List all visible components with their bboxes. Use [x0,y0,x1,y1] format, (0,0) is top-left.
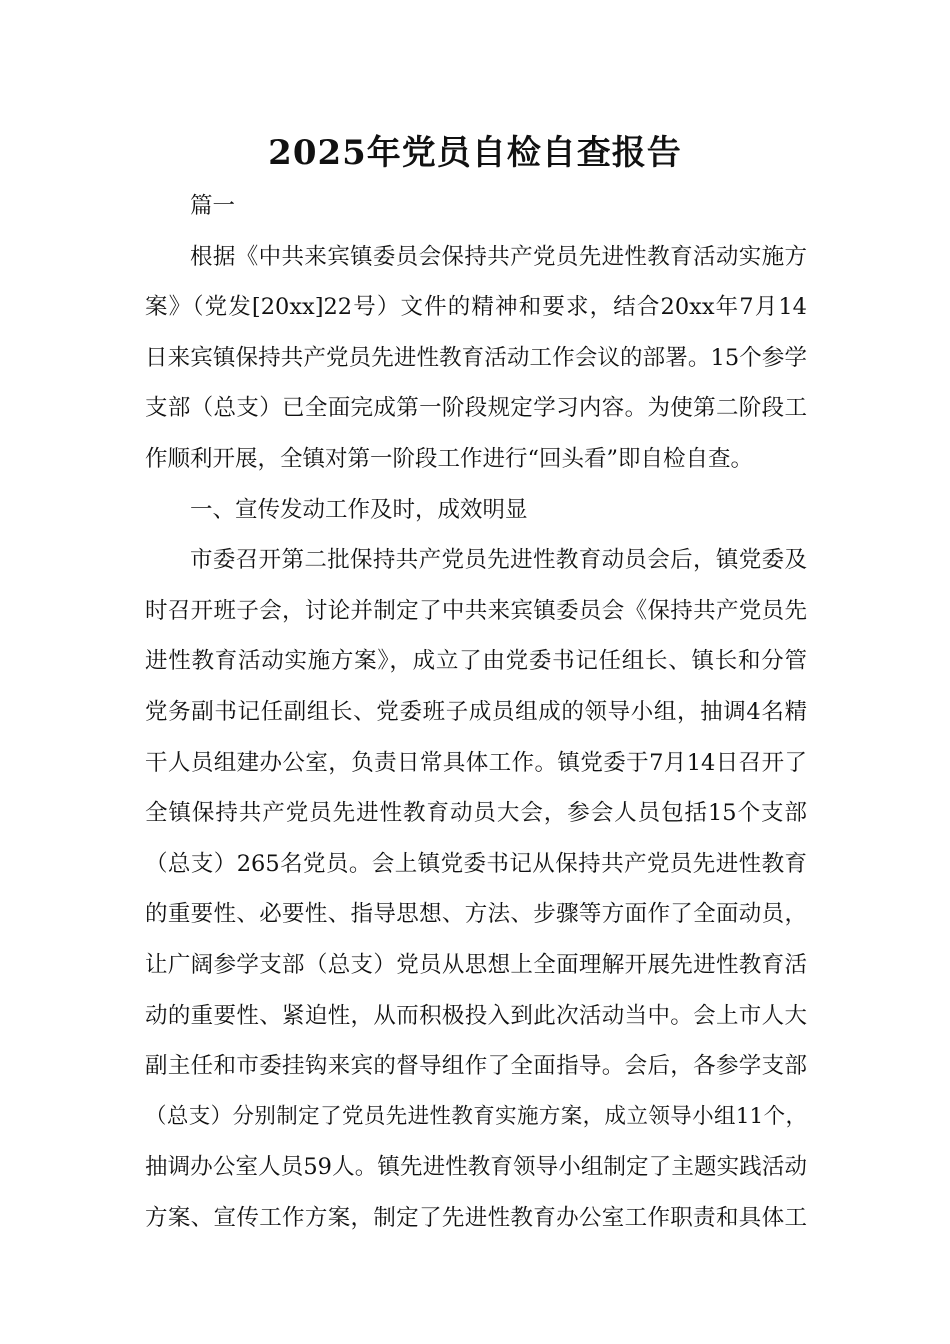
text-line: 党务副书记任副组长、党委班子成员组成的领导小组，抽调4名精 [145,698,807,725]
text-line: 日来宾镇保持共产党员先进性教育活动工作会议的部署。15个参学 [145,344,807,371]
text-line: 一、宣传发动工作及时，成效明显 [190,496,528,523]
text-line: 案》（党发[20xx]22号）文件的精神和要求，结合20xx年7月14 [145,294,807,321]
text-line: 动的重要性、紧迫性，从而积极投入到此次活动当中。会上市人大 [145,1002,807,1029]
text-line: 干人员组建办公室，负责日常具体工作。镇党委于7月14日召开了 [145,749,807,776]
text-line: 支部（总支）已全面完成第一阶段规定学习内容。为使第二阶段工 [145,395,807,422]
text-line: 让广阔参学支部（总支）党员从思想上全面理解开展先进性教育活 [145,951,807,978]
text-line: 时召开班子会，讨论并制定了中共来宾镇委员会《保持共产党员先 [145,597,807,624]
text-line: 进性教育活动实施方案》，成立了由党委书记任组长、镇长和分管 [145,648,807,675]
text-line: 抽调办公室人员59人。镇先进性教育领导小组制定了主题实践活动 [145,1154,807,1181]
text-line: 市委召开第二批保持共产党员先进性教育动员会后，镇党委及 [190,547,807,574]
text-line: （总支）分别制定了党员先进性教育实施方案，成立领导小组11个， [145,1103,807,1129]
text-line: 副主任和市委挂钩来宾的督导组作了全面指导。会后，各参学支部 [145,1053,807,1080]
text-line: （总支）265名党员。会上镇党委书记从保持共产党员先进性教育 [145,850,807,877]
text-line: 的重要性、必要性、指导思想、方法、步骤等方面作了全面动员， [145,901,807,928]
text-line: 篇一 [190,193,236,219]
document-title: 2025年党员自检自查报告 [268,133,682,173]
document-body [145,181,807,1243]
text-line: 作顺利开展，全镇对第一阶段工作进行“回头看”即自检自查。 [145,445,754,472]
text-line: 方案、宣传工作方案，制定了先进性教育办公室工作职责和具体工 [145,1204,807,1231]
text-line: 全镇保持共产党员先进性教育动员大会，参会人员包括15个支部 [145,800,807,827]
text-line: 根据《中共来宾镇委员会保持共产党员先进性教育活动实施方 [190,243,807,270]
